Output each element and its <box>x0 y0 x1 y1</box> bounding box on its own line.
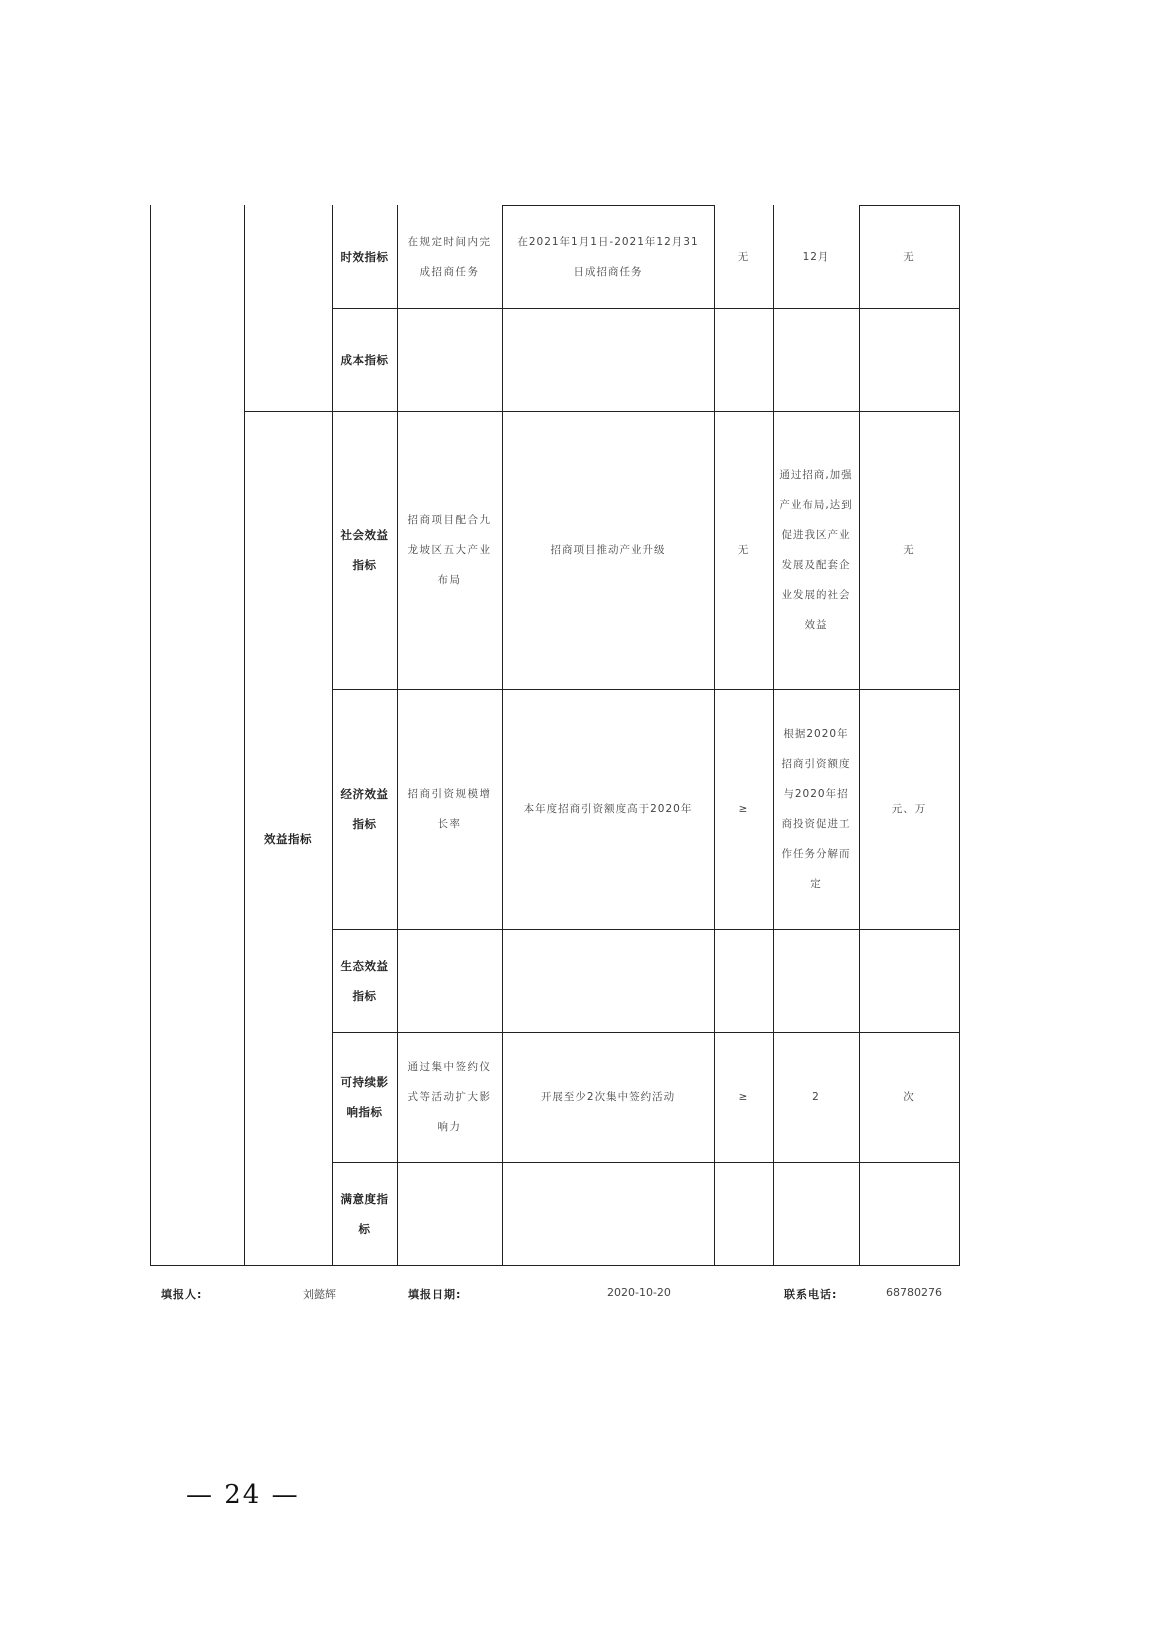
target-text: 2 <box>812 1091 820 1103</box>
table-row-divider <box>332 308 959 309</box>
op-text: ≥ <box>738 1091 749 1103</box>
category-text: 社会效益指标 <box>340 528 389 572</box>
table-row-divider <box>332 1162 959 1163</box>
group-label <box>244 411 332 1266</box>
table-cell-content <box>502 205 714 308</box>
reporter-label: 填报人: <box>161 1288 203 1301</box>
table-cell-sub <box>397 205 502 308</box>
sub-text: 在规定时间内完成招商任务 <box>407 235 492 278</box>
category-text: 经济效益指标 <box>340 787 389 831</box>
unit-text: 元、万 <box>891 803 927 815</box>
target-text: 通过招商,加强产业布局,达到促进我区产业发展及配套企业发展的社会效益 <box>779 469 853 631</box>
phone-value: 68780276 <box>886 1286 942 1299</box>
table-cell-target <box>773 205 859 308</box>
table-cell-category <box>332 1162 397 1265</box>
category-text: 满意度指标 <box>340 1191 389 1236</box>
unit-text: 无 <box>903 544 915 556</box>
table-cell-category <box>332 1032 397 1162</box>
table-cell-target <box>773 689 859 929</box>
content-text: 在2021年1月1日-2021年12月31日成招商任务 <box>517 235 699 278</box>
op-text: 无 <box>737 544 750 556</box>
table-cell-content <box>502 689 714 929</box>
table-cell-sub <box>397 411 502 689</box>
content-text: 本年度招商引资额度高于2020年 <box>523 803 693 815</box>
content-text: 开展至少2次集中签约活动 <box>540 1091 676 1103</box>
table-cell-category <box>332 205 397 308</box>
category-text: 时效指标 <box>340 249 389 264</box>
table-cell-unit <box>859 689 959 929</box>
table-cell-target <box>773 411 859 689</box>
date-label: 填报日期: <box>408 1288 462 1301</box>
target-text: 12月 <box>802 250 830 263</box>
table-cell-target <box>773 1032 859 1162</box>
op-text: ≥ <box>738 803 749 815</box>
category-text: 生态效益指标 <box>340 958 389 1003</box>
date-value: 2020-10-20 <box>607 1286 671 1299</box>
category-text: 成本指标 <box>340 352 389 367</box>
table-cell-op <box>714 1032 773 1162</box>
table-cell-category <box>332 689 397 929</box>
table-cell-sub <box>397 1032 502 1162</box>
table-cell-category <box>332 929 397 1032</box>
table-cell-unit <box>859 411 959 689</box>
sub-text: 招商项目配合九龙坡区五大产业布局 <box>407 514 492 586</box>
group-label-text: 效益指标 <box>264 831 312 846</box>
page-number: — 24 — <box>186 1480 300 1510</box>
op-text: 无 <box>737 250 750 263</box>
table-row-divider <box>332 929 959 930</box>
unit-text: 次 <box>903 1091 915 1103</box>
table-border-right <box>959 205 960 1266</box>
table-cell-category <box>332 411 397 689</box>
table-cell-unit <box>859 205 959 308</box>
unit-text: 无 <box>903 250 915 263</box>
target-text: 根据2020年招商引资额度与2020年招商投资促进工作任务分解而定 <box>781 728 851 890</box>
table-border-left <box>150 205 151 1266</box>
table-cell-content <box>502 411 714 689</box>
sub-text: 通过集中签约仪式等活动扩大影响力 <box>407 1061 492 1133</box>
table-cell-op <box>714 205 773 308</box>
category-text: 可持续影响指标 <box>340 1075 389 1119</box>
reporter-value: 刘懿辉 <box>303 1288 336 1301</box>
table-cell-sub <box>397 689 502 929</box>
sub-text: 招商引资规模增长率 <box>407 788 492 830</box>
content-text: 招商项目推动产业升级 <box>550 544 666 556</box>
table-cell-unit <box>859 1032 959 1162</box>
table-cell-content <box>502 1032 714 1162</box>
table-cell-op <box>714 411 773 689</box>
table-cell-op <box>714 689 773 929</box>
table-cell-category <box>332 308 397 411</box>
phone-label: 联系电话: <box>784 1288 838 1301</box>
